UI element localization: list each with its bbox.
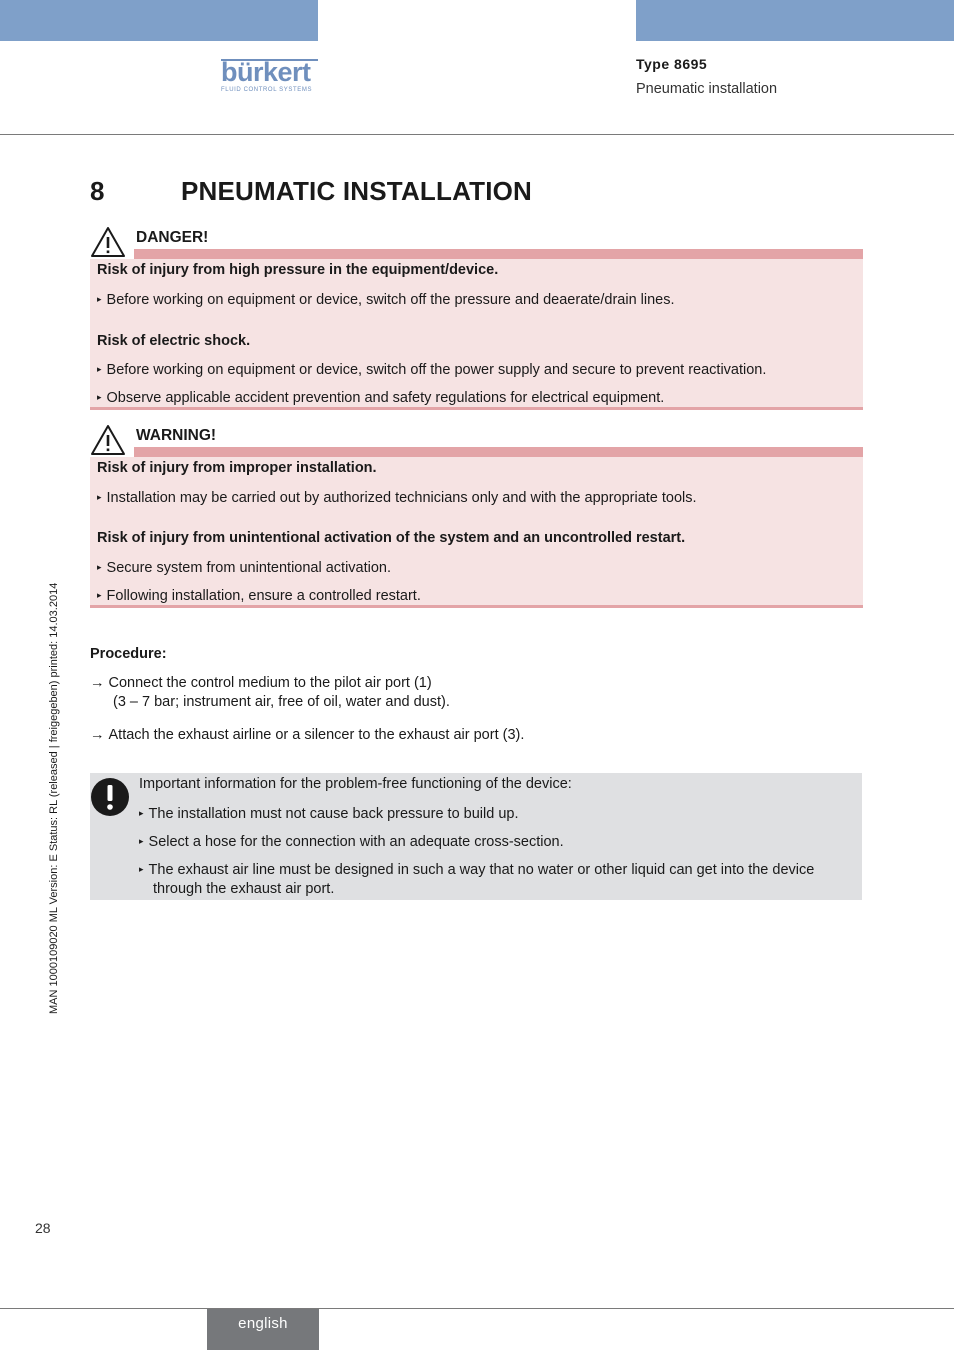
warning-box <box>90 457 863 608</box>
warning-triangle-icon <box>90 226 126 258</box>
danger-item <box>97 388 664 407</box>
bullet-icon: ▸ <box>97 392 102 402</box>
note-item <box>139 804 519 823</box>
note-intro: Important information for the problem-free functioning of the device: <box>139 776 572 792</box>
warning-item-text: Following installation, ensure a controlled restart. <box>106 588 421 604</box>
warning-label: WARNING! <box>136 427 217 444</box>
procedure-step-text: Attach the exhaust airline or a silencer to the exhaust air port (3). <box>108 727 525 743</box>
warning-item-text: Secure system from unintentional activation. <box>106 560 392 576</box>
procedure-step-text: Connect the control medium to the pilot air port (1) <box>108 675 432 691</box>
warning-heading-activation: Risk of injury from unintentional activation of the system and an uncontrolled restart. <box>97 530 686 546</box>
danger-box <box>90 259 863 410</box>
language-tab: english <box>207 1309 319 1350</box>
procedure-label: Procedure: <box>90 646 167 662</box>
procedure-step <box>90 674 432 692</box>
page-number: 28 <box>35 1220 51 1236</box>
chapter-title: PNEUMATIC INSTALLATION <box>181 176 533 206</box>
arrow-right-icon: → <box>90 675 105 691</box>
header-bar-right <box>636 0 954 41</box>
warning-item-text: Installation may be carried out by authorized technicians only and with the appropriate tools. <box>106 490 697 506</box>
warning-item <box>97 586 421 605</box>
note-item-text: The installation must not cause back pressure to build up. <box>148 806 519 822</box>
note-item-continuation: through the exhaust air port. <box>153 881 335 897</box>
document-metadata-sidebar: MAN 1000109020 ML Version: E Status: RL (released | freigegeben) printed: 14.03.2014 <box>48 582 60 1014</box>
danger-stripe <box>134 249 863 259</box>
bullet-icon: ▸ <box>97 562 102 572</box>
danger-label: DANGER! <box>136 229 209 246</box>
procedure-step <box>90 726 524 744</box>
note-item <box>139 832 564 851</box>
note-item-text: The exhaust air line must be designed in such a way that no water or other liquid can get into the device <box>148 862 815 878</box>
danger-item <box>97 360 766 379</box>
burkert-logo <box>221 56 318 96</box>
note-item-text: Select a hose for the connection with an adequate cross-section. <box>148 834 564 850</box>
danger-heading-pressure: Risk of injury from high pressure in the equipment/device. <box>97 262 499 278</box>
warning-item <box>97 488 697 507</box>
footer-divider <box>0 1308 954 1309</box>
bullet-icon: ▸ <box>97 294 102 304</box>
warning-item <box>97 558 391 577</box>
bullet-icon: ▸ <box>139 864 144 874</box>
chapter-number: 8 <box>90 176 105 206</box>
logo-tagline: FLUID CONTROL SYSTEMS <box>221 87 313 93</box>
note-box <box>90 773 862 900</box>
danger-heading-shock: Risk of electric shock. <box>97 333 251 349</box>
danger-item-text: Observe applicable accident prevention and safety regulations for electrical equipment. <box>106 390 665 406</box>
bullet-icon: ▸ <box>97 364 102 374</box>
procedure-step-detail: (3 – 7 bar; instrument air, free of oil, water and dust). <box>113 694 450 710</box>
bullet-icon: ▸ <box>139 836 144 846</box>
logo-wordmark: bürkert <box>221 57 311 87</box>
document-type: Type 8695 <box>636 56 708 72</box>
header-divider <box>0 134 954 135</box>
warning-triangle-icon <box>90 424 126 456</box>
bullet-icon: ▸ <box>139 808 144 818</box>
bullet-icon: ▸ <box>97 590 102 600</box>
exclamation-icon <box>90 777 130 817</box>
warning-stripe <box>134 447 863 457</box>
note-item <box>139 860 814 879</box>
danger-item-text: Before working on equipment or device, switch off the power supply and secure to prevent reactivation. <box>106 362 767 378</box>
warning-heading-installation: Risk of injury from improper installation. <box>97 460 377 476</box>
danger-item <box>97 290 675 309</box>
danger-item-text: Before working on equipment or device, switch off the pressure and deaerate/drain lines. <box>106 292 675 308</box>
section-label: Pneumatic installation <box>636 81 778 97</box>
bullet-icon: ▸ <box>97 492 102 502</box>
arrow-right-icon: → <box>90 727 105 743</box>
header-bar-left <box>0 0 318 41</box>
